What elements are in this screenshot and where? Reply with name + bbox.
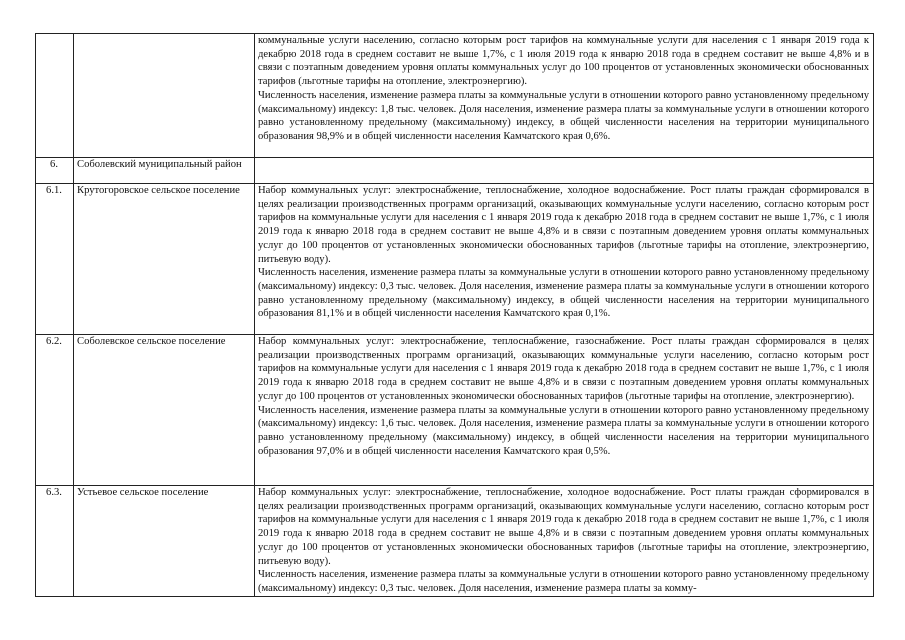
row-number: 6.2. xyxy=(36,335,74,486)
district-name: Соболевский муниципальный район xyxy=(74,158,255,184)
table-row xyxy=(36,34,874,158)
row-number xyxy=(36,34,74,158)
settlement-name: Устьевое сельское поселение xyxy=(74,486,255,597)
services-paragraph: Набор коммунальных услуг: электроснабжение, теплоснабжение, холодное водоснабжение. Рост платы граждан сформировался в целях реализации производственных программ организаций, оказывающих коммунальные услуги населению, согласно которым рост тарифов на коммунальные услуги для населения с 1 января 2019 года к декабрю 2018 года в среднем составит не выше 1,7%, с 1 июля 2019 года к январю 2018 года в среднем составит не выше 4,8% и в связи с поэтапным доведением уровня оплаты коммунальных услуг до 100 процентов от установленных экономически обоснованных тарифов (льготные тарифы на отопление, электроэнергию, питьевую воду). xyxy=(258,185,869,265)
population-paragraph: Численность населения, изменение размера платы за коммунальные услуги в отношении которого равно установленному предельному (максимальному) индексу: 1,6 тыс. человек. Доля населения, изменение размера платы за коммунальные услуги в отношении которого равно установленному предельному (максимальному) индексу, в общей численности населения на территории муниципального образования 97,0% и в общей численности населения Камчатского края 0,5%. xyxy=(258,404,869,457)
services-paragraph: Набор коммунальных услуг: электроснабжение, теплоснабжение, газоснабжение. Рост платы граждан сформировался в целях реализации производственных программ организаций, оказывающих коммунальные услуги населению, согласно которым рост тарифов на коммунальные услуги для населения с 1 января 2019 года к декабрю 2018 года в среднем составит не выше 1,7%, с 1 июля 2019 года к январю 2018 года в среднем составит не выше 4,8% и в связи с поэтапным доведением уровня оплаты коммунальных услуг до 100 процентов от установленных экономически обоснованных тарифов (льготные тарифы на отопление, электроэнергию). xyxy=(258,336,869,402)
description-cell xyxy=(255,184,874,335)
settlement-name: Крутогоровское сельское поселение xyxy=(74,184,255,335)
services-paragraph: коммунальные услуги населению, согласно которым рост тарифов на коммунальные услуги для населения с 1 января 2019 года к декабрю 2018 года в среднем составит не выше 1,7%, с 1 июля 2019 года к январю 2018 года в среднем составит не выше 4,8% и в связи с поэтапным доведением уровня оплаты коммунальных услуг до 100 процентов от установленных экономически обоснованных тарифов (льготные тарифы на отопление, электроэнергию). xyxy=(258,35,869,88)
description-cell xyxy=(255,486,874,597)
population-paragraph: Численность населения, изменение размера платы за коммунальные услуги в отношении которого равно установленному предельному (максимальному) индексу: 0,3 тыс. человек. Доля населения, изменение размера платы за комму- xyxy=(258,569,869,594)
table-row xyxy=(36,158,874,184)
population-paragraph: Численность населения, изменение размера платы за коммунальные услуги в отношении которого равно установленному предельному (максимальному) индексу: 1,8 тыс. человек. Доля населения, изменение размера платы за коммунальные услуги в отношении которого равно установленному предельному (максимальному) индексу, в общей численности населения на территории муниципального образования 98,9% и в общей численности населения Камчатского края 0,6%. xyxy=(258,89,869,142)
population-paragraph: Численность населения, изменение размера платы за коммунальные услуги в отношении которого равно установленному предельному (максимальному) индексу: 0,3 тыс. человек. Доля населения, изменение размера платы за коммунальные услуги в отношении которого равно установленному предельному (максимальному) индексу, в общей численности населения на территории муниципального образования 81,1% и в общей численности населения Камчатского края 0,1%. xyxy=(258,267,869,320)
row-number: 6.1. xyxy=(36,184,74,335)
table-row xyxy=(36,486,874,597)
row-number: 6. xyxy=(36,158,74,184)
table-row xyxy=(36,335,874,486)
row-number: 6.3. xyxy=(36,486,74,597)
table-row xyxy=(36,184,874,335)
municipality-name xyxy=(74,34,255,158)
document-page xyxy=(35,33,873,597)
description-cell xyxy=(255,34,874,158)
description-cell xyxy=(255,158,874,184)
settlement-name: Соболевское сельское поселение xyxy=(74,335,255,486)
description-cell xyxy=(255,335,874,486)
services-paragraph: Набор коммунальных услуг: электроснабжение, теплоснабжение, холодное водоснабжение. Рост платы граждан сформировался в целях реализации производственных программ организаций, оказывающих коммунальные услуги населению, согласно которым рост тарифов на коммунальные услуги для населения с 1 января 2019 года к декабрю 2018 года в среднем составит не выше 1,7%, с 1 июля 2019 года к январю 2018 года в среднем составит не выше 4,8% и в связи с поэтапным доведением уровня оплаты коммунальных услуг до 100 процентов от установленных экономически обоснованных тарифов (льготные тарифы на отопление, электроэнергию, питьевую воду). xyxy=(258,487,869,567)
tariff-table xyxy=(35,33,874,597)
